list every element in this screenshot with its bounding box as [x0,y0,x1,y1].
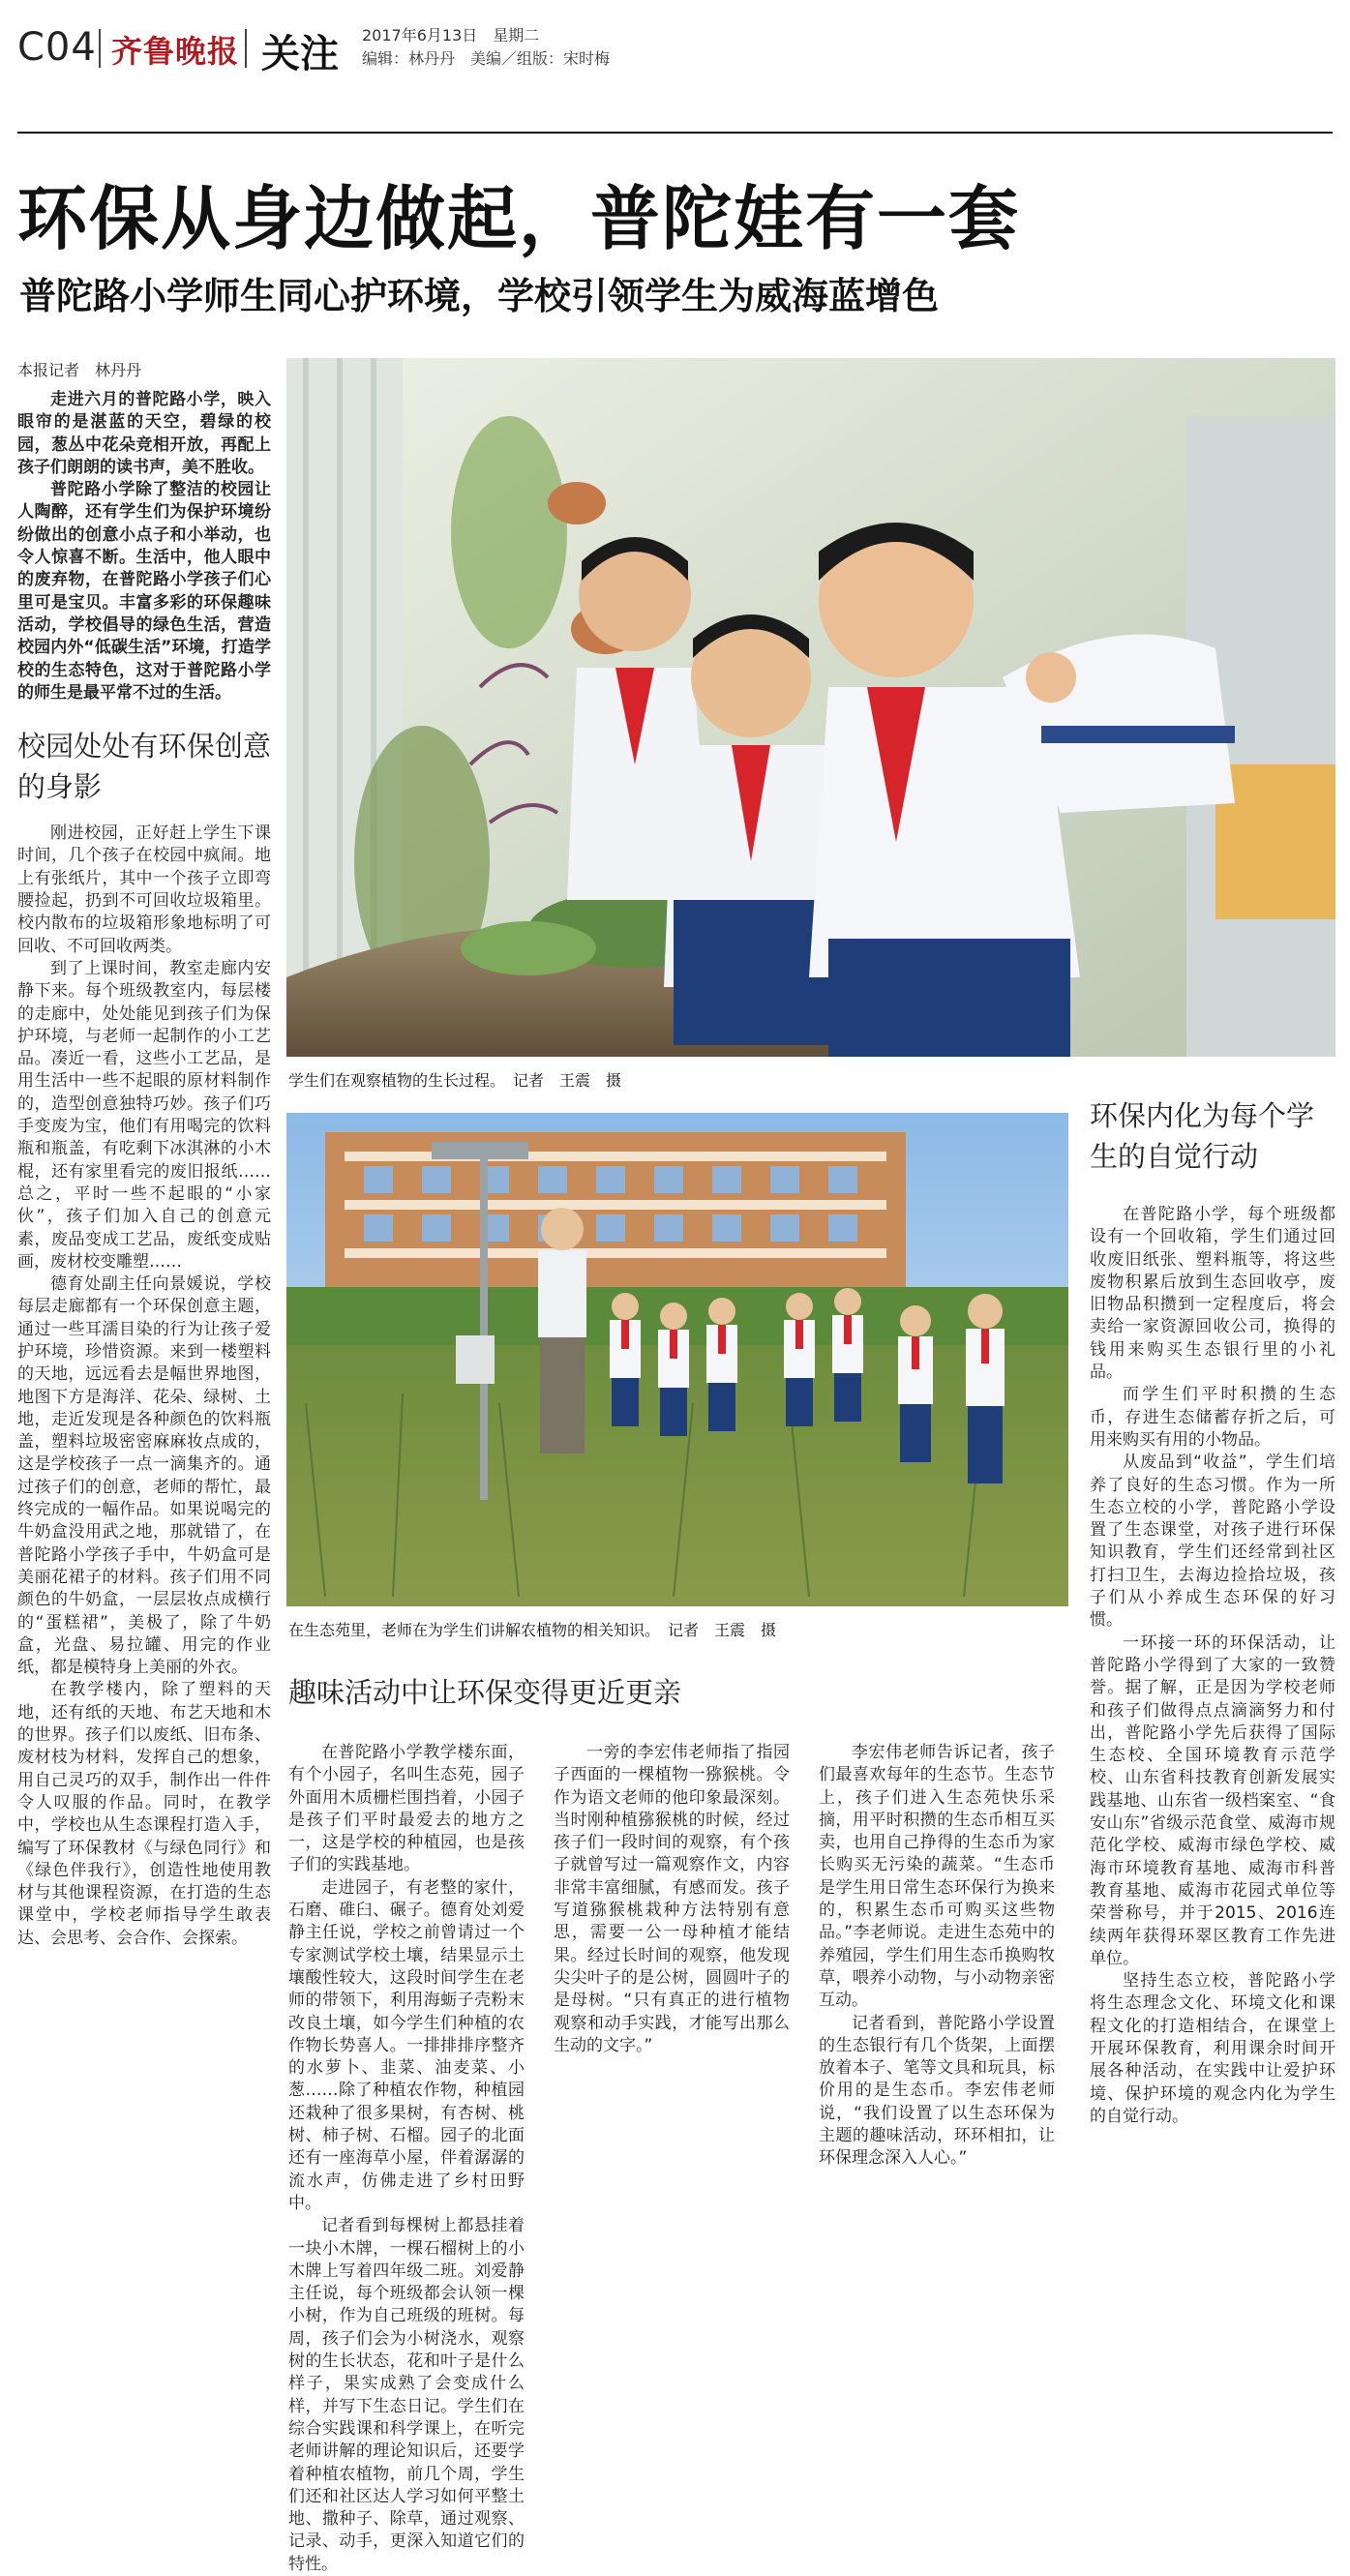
photo1-caption: 学生们在观察植物的生长过程。 记者 王震 摄 [288,1071,622,1090]
header-divider [245,29,247,68]
middle-column-1 [288,1742,525,2574]
body-paragraph: 一环接一环的环保活动，让普陀路小学得到了大家的一致赞誉。据了解，正是因为学校老师和孩子们做得点点滴滴努力和付出，普陀路小学先后获得了国际生态校、全国环境教育示范学校、山东省科技教育创新发展实践基地、山东省一级档案室、“食安山东”省级示范食堂、威海市规范化学校、威海市绿色学校、威海市环境教育基地、威海市科普教育基地、威海市花园式单位等荣誉称号，并于2015、2016连续两年获得环翠区教育工作先进单位。 [1090,1632,1335,1968]
intro-paragraph: 走进六月的普陀路小学，映入眼帘的是湛蓝的天空，碧绿的校园，葱丛中花朵竞相开放，再配上孩子们朗朗的读书声，美不胜收。 [17,390,271,477]
header-divider [99,29,101,68]
photo-students-observing-plants [286,358,1335,1057]
paper-logo: 齐鲁晚报 [111,33,240,70]
middle-column-2 [554,1742,790,2309]
body-paragraph: 而学生们平时积攒的生态币，存进生态储蓄存折之后，可用来购买有用的小物品。 [1090,1385,1335,1450]
photo-teacher-in-eco-garden [286,1113,1068,1606]
body-paragraph: 在普陀路小学教学楼东面，有个小园子，名叫生态苑，园子外面用木质栅栏围挡着，小园子是孩子们平时最爱去的地方之一，这是学校的种植园，也是孩子们的实践基地。 [288,1743,525,1875]
middle-column-3 [819,1742,1055,2309]
issue-date: 2017年6月13日 星期二 [362,26,540,45]
body-paragraph: 德育处副主任向景媛说，学校每层走廊都有一个环保创意主题，通过一些耳濡目染的行为让孩子爱护环境，珍惜资源。来到一楼塑料的天地，远远看去是幅世界地图，地图下方是海洋、花朵、绿树、土地，走近发现是各种颜色的饮料瓶盖，塑料垃圾密密麻麻妆点成的，这是学校孩子一点一滴集齐的。通过孩子们的创意，老师的帮忙，最终完成的一幅作品。如果说喝完的牛奶盒没用武之地，那就错了，在普陀路小学孩子手中，牛奶盒可是美丽花裙子的材料。孩子们用不同颜色的牛奶盒，一层层妆点成横行的“蛋糕裙”，美极了，除了牛奶盒，光盘、易拉罐、用完的作业纸，都是模特身上美丽的外衣。 [17,1274,271,1678]
photo-illustration [286,1113,1068,1606]
page-number: C04 [17,25,97,70]
body-paragraph: 记者看到，普陀路小学设置的生态银行有几个货架，上面摆放着本子、笔等文具和玩具，标价用的是生态币。李宏伟老师说，“我们设置了以生态环保为主题的趣味活动，环环相扣，让环保理念深入人心。” [819,2013,1055,2169]
subheadline: 普陀路小学师生同心护环境，学校引领学生为威海蓝增色 [19,275,940,317]
body-paragraph: 从废品到“收益”，学生们培养了良好的生态习惯。作为一所生态立校的小学，普陀路小学设置了生态课堂，对孩子进行环保知识教育，学生们还经常到社区打扫卫生，去海边捡拾垃圾，孩子们从小养成生态环保的好习惯。 [1090,1453,1335,1631]
headline: 环保从身边做起，普陀娃有一套 [17,178,1021,259]
byline: 本报记者 林丹丹 [17,361,142,379]
photo-illustration [286,358,1335,1057]
body-paragraph: 走进园子，有老整的家什，石磨、碓臼、碾子。德育处刘爱静主任说，学校之前曾请过一个专家测试学校土壤，结果显示土壤酸性较大，这段时间学生在老师的带领下，利用海蛎子壳粉末改良土壤，如今学生们种植的农作物长势喜人。一排排排序整齐的水萝卜、韭菜、油麦菜、小葱……除了种植农作物，种植园还栽种了很多果树，有杏树、桃树、柿子树、石榴。园子的北面还有一座海草小屋，伴着潺潺的流水声，仿佛走进了乡村田野中。 [288,1877,525,2213]
body-paragraph: 刚进校园，正好赶上学生下课时间，几个孩子在校园中疯闹。地上有张纸片，其中一个孩子立即弯腰捡起，扔到不可回收垃圾箱里。校内散布的垃圾箱形象地标明了可回收、不可回收两类。 [17,824,271,956]
photo2-caption: 在生态苑里，老师在为学生们讲解农植物的相关知识。 记者 王震 摄 [288,1621,777,1639]
intro-paragraph: 普陀路小学除了整洁的校园让人陶醉，还有学生们为保护环境纷纷做出的创意小点子和小举动，也令人惊喜不断。生活中，他人眼中的废弃物，在普陀路小学孩子们心里可是宝贝。丰富多彩的环保趣味活动，学校倡导的绿色生活，营造校园内外“低碳生活”环境，打造学校的生态特色，这对于普陀路小学的师生是最平常不过的生活。 [17,480,271,703]
section-title-activities: 趣味活动中让环保变得更近更亲 [288,1676,682,1709]
section-title-habits: 环保内化为每个学生的自觉行动 [1090,1099,1315,1173]
header-rule [17,132,1333,134]
body-paragraph: 在教学楼内，除了塑料的天地，还有纸的天地、布艺天地和木的世界。孩子们以废纸、旧布条、废材枝为材料，发挥自己的想象，用自己灵巧的双手，制作出一件件令人叹服的作品。同时，在教学中，学校也从生态课程打造入手，编写了环保教材《与绿色同行》和《绿色伴我行》，创造性地使用教材与其他课程资源，在打造的生态课堂中，学校老师指导学生敢表达、会思考、会合作、会探索。 [17,1680,271,1948]
body-paragraph: 一旁的李宏伟老师指了指园子西面的一棵植物一猕猴桃。令作为语文老师的他印象最深刻。当时刚种植猕猴桃的时候，经过孩子们一段时间的观察，有个孩子就曾写过一篇观察作文，内容非常丰富细腻，有感而发。孩子写道猕猴桃栽种方法特别有意思，需要一公一母种植才能结果。经过长时间的观察，他发现尖尖叶子的是公树，圆圆叶子的是母树。“只有真正的进行植物观察和动手实践，才能写出那么生动的文字。” [554,1743,790,2055]
section-title-campus: 校园处处有环保创意的身影 [17,730,271,804]
body-paragraph: 李宏伟老师告诉记者，孩子们最喜欢每年的生态节。生态节上，孩子们进入生态苑快乐采摘，用平时积攒的生态币相互买卖，也用自己挣得的生态币为家长购买无污染的蔬菜。“生态币是学生用日常生态环保行为换来的，积累生态币可购买这些物品。”李老师说。走进生态苑中的养殖园，学生们用生态币换购牧草，喂养小动物，与小动物亲密互动。 [819,1743,1055,2011]
body-paragraph: 到了上课时间，教室走廊内安静下来。每个班级教室内，每层楼的走廊中，处处能见到孩子们为保护环境，与老师一起制作的小工艺品。凑近一看，这些小工艺品，是用生活中一些不起眼的原材料制作的，造型创意独特巧妙。孩子们巧手变废为宝，他们有用喝完的饮料瓶和瓶盖，有吃剩下冰淇淋的小木棍，还有家里看完的废旧报纸……总之，平时一些不起眼的“小家伙”，孩子们加入自己的创意元素，废品变成工艺品，废纸变成贴画，废材校变雕塑…… [17,958,271,1272]
body-paragraph: 坚持生态立校，普陀路小学将生态理念文化、环境文化和课程文化的打造相结合，在课堂上开展环保教育，利用课余时间开展各种活动，在实践中让爱护环境、保护环境的观念内化为学生的自觉行动。 [1090,1971,1335,2126]
section-label: 关注 [261,32,339,76]
left-column [17,389,271,2309]
right-column [1090,1095,1335,2309]
editor-credit: 编辑：林丹丹 美编／组版：宋时梅 [362,49,611,68]
body-paragraph: 在普陀路小学，每个班级都设有一个回收箱，学生们通过回收废旧纸张、塑料瓶等，将这些废物积累后放到生态回收亭，废旧物品积攒到一定程度后，将会卖给一家资源回收公司，换得的钱用来购买生态银行里的小礼品。 [1090,1205,1335,1383]
body-paragraph: 记者看到每棵树上都悬挂着一块小木牌，一棵石榴树上的小木牌上写着四年级二班。刘爱静主任说，每个班级都会认领一棵小树，作为自己班级的班树。每周，孩子们会为小树浇水，观察树的生长状态，花和叶子是什么样子，果实成熟了会变成什么样，并写下生态日记。学生们在综合实践课和科学课上，在听完老师讲解的理论知识后，还要学着种植农植物，前几个周，学生们还和社区达人学习如何平整土地、撒种子、除草，通过观察、记录、动手，更深入知道它们的特性。 [288,2216,525,2574]
